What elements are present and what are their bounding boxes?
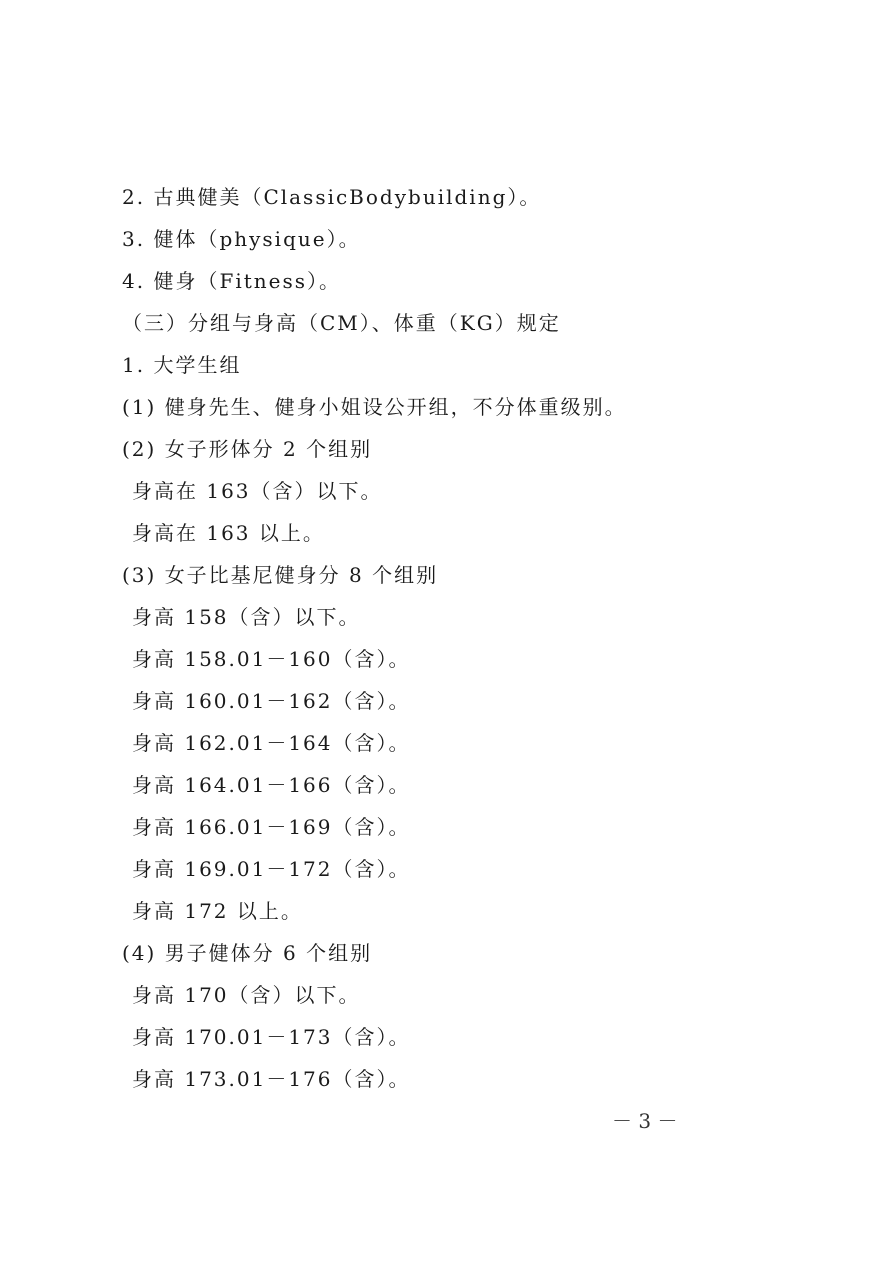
- height-rule: 身高 164.01－166（含）。: [132, 773, 411, 797]
- height-rule: 身高 172 以上。: [132, 899, 303, 923]
- height-rule: 身高 162.01－164（含）。: [132, 731, 411, 755]
- list-item-fitness: 4. 健身（Fitness）。: [122, 269, 341, 293]
- paragraph-open-group: (1) 健身先生、健身小姐设公开组，不分体重级别。: [122, 395, 627, 419]
- height-rule: 身高 158（含）以下。: [132, 605, 361, 629]
- height-rule: 身高 173.01－176（含）。: [132, 1067, 411, 1091]
- paragraph-women-bikini: (3) 女子比基尼健身分 8 个组别: [122, 563, 439, 587]
- height-rule: 身高 158.01－160（含）。: [132, 647, 411, 671]
- paragraph-men-physique: (4) 男子健体分 6 个组别: [122, 941, 373, 965]
- list-item-classic-bodybuilding: 2. 古典健美（ClassicBodybuilding）。: [122, 185, 542, 209]
- page-number: － 3 －: [612, 1109, 678, 1133]
- height-rule: 身高 160.01－162（含）。: [132, 689, 411, 713]
- list-item-physique: 3. 健体（physique）。: [122, 227, 361, 251]
- section-heading-grouping: （三）分组与身高（CM）、体重（KG）规定: [122, 311, 561, 335]
- height-rule: 身高 170.01－173（含）。: [132, 1025, 411, 1049]
- subsection-heading-college: 1. 大学生组: [122, 353, 242, 377]
- paragraph-women-figure: (2) 女子形体分 2 个组别: [122, 437, 373, 461]
- height-rule: 身高 169.01－172（含）。: [132, 857, 411, 881]
- height-rule: 身高 170（含）以下。: [132, 983, 361, 1007]
- height-rule: 身高在 163 以上。: [132, 521, 325, 545]
- height-rule: 身高在 163（含）以下。: [132, 479, 383, 503]
- height-rule: 身高 166.01－169（含）。: [132, 815, 411, 839]
